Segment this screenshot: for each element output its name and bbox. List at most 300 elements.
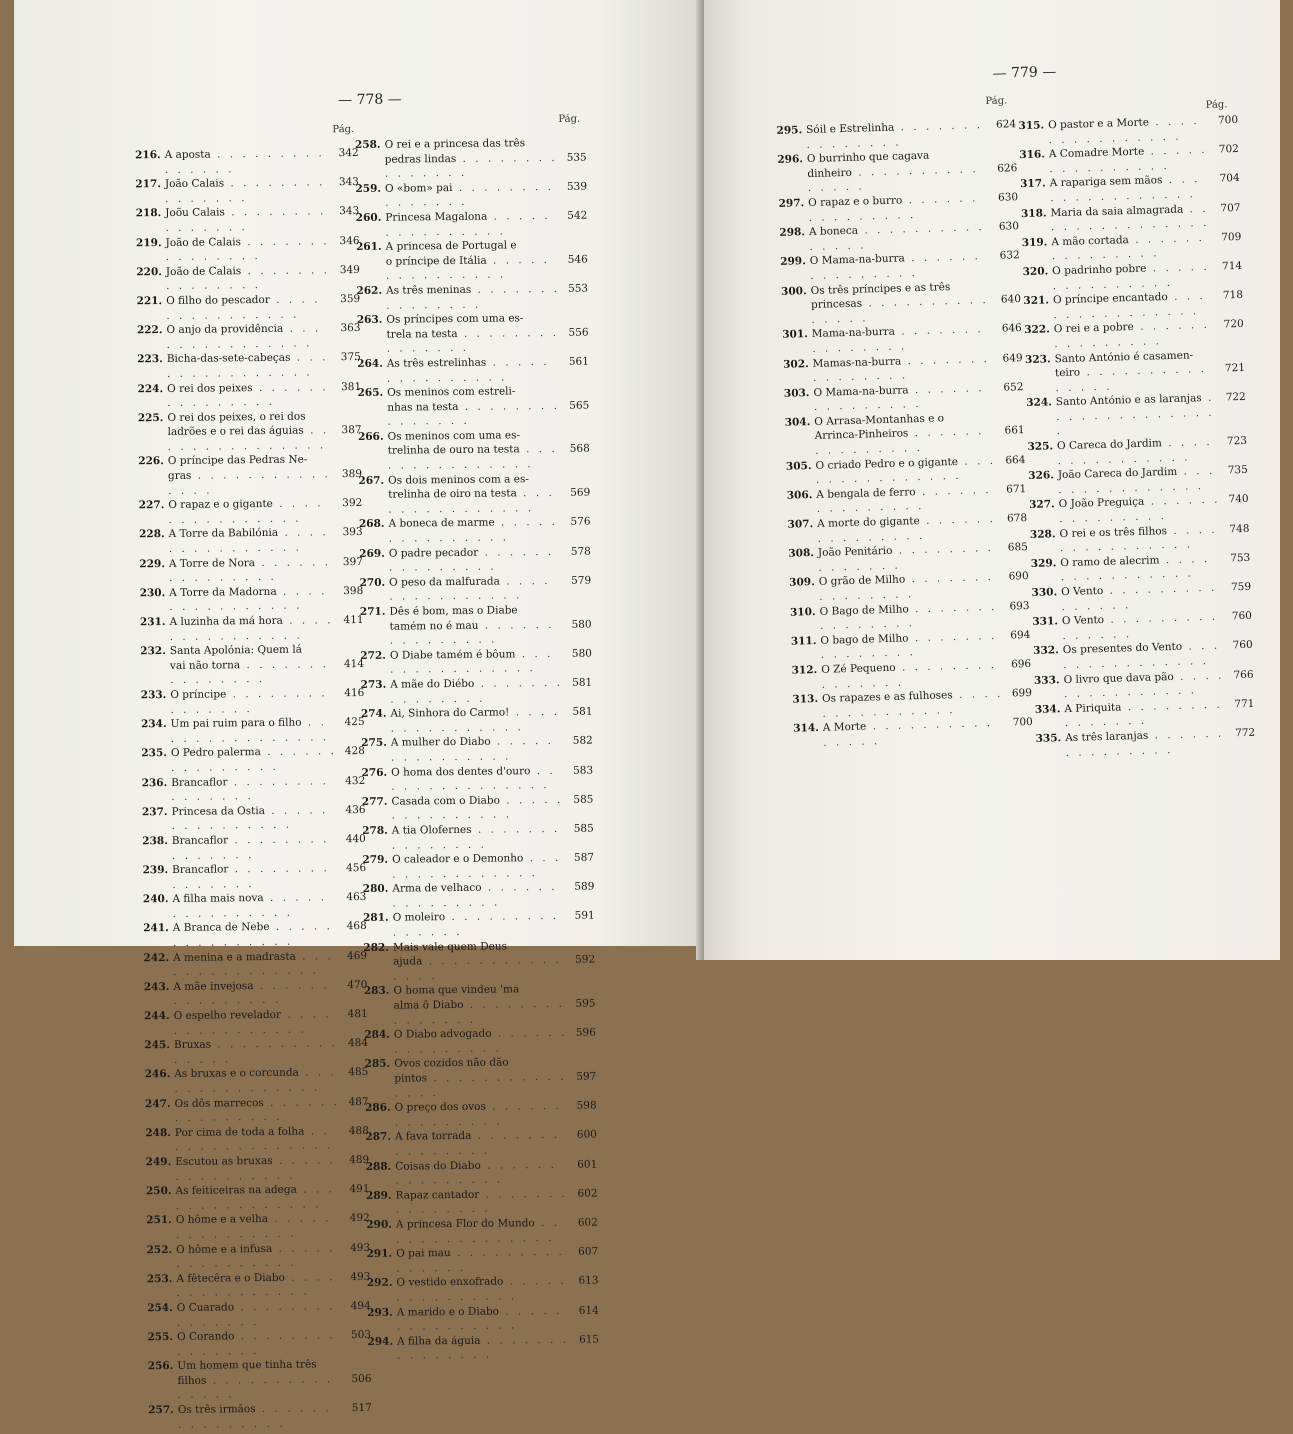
entry-page: 381 — [333, 379, 361, 394]
entry-number: 240. — [142, 892, 172, 907]
entry-page — [996, 409, 1024, 410]
entry-number: 219. — [136, 236, 166, 251]
entry-number: 259. — [355, 181, 385, 196]
entry-title: João de Calais . . . . . . . . . . . . . . . — [166, 234, 332, 265]
entry-title: O hôme e a infusa . . . . . . . . . . . . . . . — [176, 1241, 342, 1272]
entry-title: trelinha de oiro na testa . . . . . . . . . . . . . . . — [388, 486, 562, 517]
entry-title: O moleiro . . . . . . . . . . . . . . . — [393, 909, 567, 940]
entry-title: nhas na testa . . . . . . . . . . . . . . . — [387, 399, 561, 430]
entry-number: 330. — [1031, 585, 1061, 600]
entry-title: O Mama-na-burra . . . . . . . . . . . . . . . — [813, 381, 996, 415]
entry-number: 248. — [145, 1126, 175, 1141]
entry-title: Os meninos com estreli- — [387, 384, 561, 400]
entry-title: A princesa de Portugal e — [386, 238, 560, 254]
entry-number: 290. — [366, 1218, 396, 1233]
entry-page: 624 — [988, 117, 1016, 132]
entry-page: 707 — [1212, 201, 1240, 216]
entry-title: João Careca do Jardim . . . . . . . . . . . . . . . — [1058, 464, 1221, 498]
entry-page: 546 — [560, 252, 588, 267]
entry-title: O grão de Milho . . . . . . . . . . . . . . . — [819, 570, 1002, 604]
entry-page: 553 — [560, 282, 588, 297]
dot-leader: . . . . . . . . . . . . . . . — [175, 1096, 340, 1124]
dot-leader: . . . . . . . . . . . . . . . — [170, 658, 329, 686]
toc-entry — [146, 1270, 370, 1302]
entry-title: teiro . . . . . . . . . . . . . . . — [1055, 362, 1218, 396]
dot-leader: . . . . . . . . . . . . . . . — [392, 794, 564, 822]
dot-leader: . . . . . . . . . . . . . . . — [168, 498, 323, 526]
entry-number: 255. — [147, 1330, 177, 1345]
entry-page: 661 — [996, 424, 1024, 439]
toc-entry — [137, 423, 361, 455]
entry-number: 268. — [358, 517, 388, 532]
entry-title: alma ô Diabo . . . . . . . . . . . . . . . — [394, 997, 568, 1028]
entry-title: filhos . . . . . . . . . . . . . . . — [177, 1372, 343, 1403]
entry-page: 503 — [343, 1328, 371, 1343]
entry-page: 597 — [568, 1070, 596, 1085]
entry-title: O hôme e a velha . . . . . . . . . . . . . . . — [176, 1212, 342, 1243]
entry-page: 581 — [564, 705, 592, 720]
entry-number: 237. — [141, 805, 171, 820]
entry-page: 436 — [337, 803, 365, 818]
entry-number: 328. — [1029, 527, 1059, 542]
entry-number: 250. — [145, 1184, 175, 1199]
entry-title: O rei e os três filhos . . . . . . . . . . . . . . . — [1059, 522, 1222, 556]
entry-number: 296. — [777, 152, 807, 167]
entry-number: 265. — [357, 386, 387, 401]
entry-page: 601 — [569, 1157, 597, 1172]
entry-page: 485 — [340, 1065, 368, 1080]
dot-leader: . . . . . . . . . . . . . . . — [174, 1037, 338, 1065]
entry-page: 587 — [566, 851, 594, 866]
toc-entry — [366, 1245, 598, 1277]
entry-title: O Arrasa-Montanhas e o — [814, 410, 996, 430]
toc-entry — [356, 252, 588, 284]
dot-leader: . . . . . . . . . . . . . . . — [395, 1129, 560, 1157]
dot-leader: . . . . . . . . . . . . . . . — [391, 735, 554, 763]
entry-number: 238. — [142, 834, 172, 849]
entry-number: 323. — [1024, 352, 1054, 367]
toc-entry — [359, 544, 591, 576]
entry-page: 506 — [343, 1372, 371, 1387]
toc-entry — [141, 744, 365, 776]
entry-title: As bruxas e o corcunda . . . . . . . . . . . . . . . — [174, 1066, 340, 1097]
entry-title: O «bom» pai . . . . . . . . . . . . . . . — [385, 180, 559, 211]
entry-title: Arrinca-Pinheiros . . . . . . . . . . . . . . . — [815, 424, 998, 458]
entry-number: 263. — [356, 313, 386, 328]
toc-entry — [361, 792, 593, 824]
entry-title: pintos . . . . . . . . . . . . . . . — [394, 1070, 568, 1101]
toc-entry — [139, 555, 363, 587]
dot-leader: . . . . . . . . . . . . . . . — [390, 677, 563, 705]
toc-entry — [143, 919, 367, 951]
dot-leader: . . . . . . . . . . . . . . . — [393, 910, 560, 938]
entry-number: 294. — [367, 1334, 397, 1349]
entry-number: 262. — [356, 284, 386, 299]
dot-leader: . . . . . . . . . . . . . . . — [165, 206, 326, 234]
toc-entry — [136, 292, 360, 324]
dot-leader: . . . . . . . . . . . . . . . — [174, 1067, 337, 1095]
toc-entry — [356, 325, 588, 357]
entry-page: 613 — [570, 1274, 598, 1289]
entry-title: o príncipe de Itália . . . . . . . . . . . . . . . — [386, 253, 560, 284]
entry-number: 279. — [362, 853, 392, 868]
toc-entry — [145, 1095, 369, 1127]
entry-title: O rei dos peixes . . . . . . . . . . . . . . . — [167, 380, 333, 411]
entry-number: 252. — [146, 1242, 176, 1257]
dot-leader: . . . . . . . . . . . . . . . — [169, 556, 331, 584]
entry-number: 307. — [787, 517, 817, 532]
entry-title: Casada com o Diabo . . . . . . . . . . . . . . . — [391, 793, 565, 824]
entry-number: 320. — [1022, 264, 1052, 279]
entry-title: Princesa Magalona . . . . . . . . . . . . . . . — [385, 209, 559, 240]
col-header-right-2: Pág. — [1205, 99, 1227, 111]
dot-leader: . . . . . . . . . . . . . . . — [397, 1334, 569, 1362]
entry-page: 646 — [994, 321, 1022, 336]
entry-page: 468 — [339, 919, 367, 934]
entry-title: Os dois meninos com a es- — [388, 472, 562, 488]
entry-title: O príncipe das Pedras Ne- — [168, 453, 334, 469]
entry-number: 314. — [793, 721, 823, 736]
toc-entry — [142, 861, 366, 893]
entry-page: 722 — [1218, 390, 1246, 405]
entry-title: Brancaflor . . . . . . . . . . . . . . . — [171, 774, 337, 805]
entry-number: 227. — [138, 498, 168, 513]
entry-page: 493 — [342, 1270, 370, 1285]
entry-number: 333. — [1033, 673, 1063, 688]
entry-title: As três meninas . . . . . . . . . . . . . . . — [386, 282, 560, 313]
entry-number: 306. — [786, 488, 816, 503]
toc-entry — [142, 890, 366, 922]
entry-page: 387 — [333, 423, 361, 438]
toc-column-left-1 — [135, 146, 372, 1433]
left-page — [14, 0, 702, 946]
toc-entry — [135, 204, 359, 236]
dot-leader: . . . . . . . . . . . . . . . — [1053, 290, 1206, 321]
entry-number: 275. — [361, 736, 391, 751]
toc-entry — [360, 705, 592, 737]
toc-entry — [355, 209, 587, 241]
entry-title: O caleador e o Demonho . . . . . . . . . . . . . . . — [392, 851, 566, 882]
toc-column-right-1 — [776, 117, 1033, 751]
toc-entry — [138, 467, 362, 499]
entry-page — [989, 146, 1017, 147]
entry-title: A Morte . . . . . . . . . . . . . . . — [823, 716, 1006, 750]
dot-leader: . . . . . . . . . . . . . . . — [171, 716, 330, 744]
entry-page: 602 — [569, 1186, 597, 1201]
toc-entry — [1026, 390, 1247, 440]
entry-title: Brancaflor . . . . . . . . . . . . . . . — [172, 832, 338, 863]
dot-leader: . . . . . . . . . . . . . . . — [392, 823, 561, 851]
entry-page: 565 — [561, 398, 589, 413]
entry-page: 753 — [1222, 551, 1250, 566]
toc-entry — [357, 398, 589, 430]
toc-entry — [355, 150, 587, 182]
entry-number: 246. — [144, 1067, 174, 1082]
entry-page: 598 — [569, 1099, 597, 1114]
entry-number: 312. — [791, 663, 821, 678]
entry-page: 735 — [1220, 463, 1248, 478]
entry-number: 287. — [365, 1130, 395, 1145]
dot-leader: . . . . . . . . . . . . . . . — [167, 352, 329, 380]
entry-title: O homa dos dentes d'ouro . . . . . . . . . . . . . . . — [391, 763, 565, 794]
entry-title: As feiticeiras na adega . . . . . . . . . . . . . . . — [175, 1182, 341, 1213]
toc-entry — [360, 676, 592, 708]
entry-page: 492 — [342, 1211, 370, 1226]
entry-title: João de Calais . . . . . . . . . . . . . . . — [166, 263, 332, 294]
dot-leader: . . . . . . . . . . . . . . . — [389, 516, 558, 544]
entry-page: 600 — [569, 1128, 597, 1143]
toc-entry — [360, 646, 592, 678]
entry-title: O rei dos peixes, o rei dos — [167, 409, 333, 425]
entry-page: 671 — [998, 482, 1026, 497]
toc-entry — [145, 1182, 369, 1214]
entry-page: 740 — [1220, 492, 1248, 507]
dot-leader: . . . . . . . . . . . . . . . — [169, 585, 327, 613]
dot-leader: . . . . . . . . . . . . . . . — [166, 235, 330, 263]
dot-leader: . . . . . . . . . . . . . . . — [387, 327, 559, 355]
dot-leader: . . . . . . . . . . . . . . . — [1061, 553, 1211, 584]
dot-leader: . . . . . . . . . . . . . . . — [176, 1213, 332, 1241]
entry-title: ajuda . . . . . . . . . . . . . . . — [393, 953, 567, 984]
entry-number: 286. — [365, 1101, 395, 1116]
entry-page: 363 — [332, 321, 360, 336]
entry-number: 283. — [363, 984, 393, 999]
entry-title: A fêtecêra e o Diabo . . . . . . . . . . . . . . . — [176, 1270, 342, 1301]
entry-title: A filha mais nova . . . . . . . . . . . . . . . — [172, 891, 338, 922]
dot-leader: . . . . . . . . . . . . . . . — [815, 426, 985, 457]
entry-page: 493 — [342, 1240, 370, 1255]
entry-number: 293. — [367, 1305, 397, 1320]
entry-number: 281. — [363, 911, 393, 926]
entry-number: 284. — [364, 1028, 394, 1043]
toc-entry — [362, 880, 594, 912]
entry-page: 614 — [571, 1303, 599, 1318]
entry-number: 319. — [1021, 235, 1051, 250]
entry-page: 580 — [564, 617, 592, 632]
entry-number: 247. — [145, 1097, 175, 1112]
entry-title: Mama-na-burra . . . . . . . . . . . . . . . — [812, 322, 995, 356]
toc-entry — [136, 234, 360, 266]
entry-title: O peso da malfurada . . . . . . . . . . . . . . . — [389, 574, 563, 605]
dot-leader: . . . . . . . . . . . . . . . — [176, 1242, 335, 1270]
entry-number: 310. — [789, 604, 819, 619]
toc-entry — [136, 321, 360, 353]
entry-number: 318. — [1020, 206, 1050, 221]
entry-title: Maria da saia almagrada . . . . . . . . . . . . . . . — [1050, 201, 1213, 235]
entry-title: Dês é bom, mas o Diabe — [389, 603, 563, 619]
entry-title: Santo António e as laranjas . . . . . . . . . . . . . . . — [1056, 391, 1219, 439]
entry-page: 596 — [568, 1026, 596, 1041]
dot-leader: . . . . . . . . . . . . . . . — [173, 921, 333, 949]
toc-entry — [146, 1211, 370, 1243]
entry-number: 326. — [1028, 468, 1058, 483]
dot-leader: . . . . . . . . . . . . . . . — [165, 147, 325, 175]
entry-page: 760 — [1224, 609, 1252, 624]
entry-number: 269. — [359, 546, 389, 561]
toc-entry — [135, 146, 359, 178]
entry-title: O Vento . . . . . . . . . . . . . . . — [1062, 610, 1225, 644]
entry-page: 432 — [337, 773, 365, 788]
entry-title: Brancaflor . . . . . . . . . . . . . . . — [172, 861, 338, 892]
dot-leader: . . . . . . . . . . . . . . . — [1048, 115, 1199, 146]
entry-page: 664 — [997, 453, 1025, 468]
entry-page: 772 — [1227, 726, 1255, 741]
entry-page: 539 — [559, 179, 587, 194]
entry-number: 309. — [789, 575, 819, 590]
entry-title: O rapaz e o gigante . . . . . . . . . . . . . . . — [168, 497, 334, 528]
dot-leader: . . . . . . . . . . . . . . . — [818, 542, 994, 573]
entry-number: 234. — [141, 717, 171, 732]
entry-page: 630 — [990, 190, 1018, 205]
dot-leader: . . . . . . . . . . . . . . . — [1059, 494, 1221, 525]
entry-number: 235. — [141, 746, 171, 761]
entry-title: A rapariga sem mãos . . . . . . . . . . . . . . . — [1050, 172, 1213, 206]
entry-number: 228. — [139, 527, 169, 542]
toc-entry — [144, 1036, 368, 1068]
entry-title: vai não torna . . . . . . . . . . . . . . . — [170, 657, 336, 688]
entry-number: 266. — [358, 430, 388, 445]
entry-number: 276. — [361, 765, 391, 780]
toc-entry — [146, 1240, 370, 1272]
toc-entry — [364, 997, 596, 1029]
entry-title: O homa que vindeu 'ma — [393, 982, 567, 998]
entry-page: 632 — [992, 248, 1020, 263]
toc-entry — [141, 715, 365, 747]
entry-page: 487 — [341, 1095, 369, 1110]
toc-entry — [365, 1099, 597, 1131]
entry-page: 649 — [994, 351, 1022, 366]
entry-number: 322. — [1024, 323, 1054, 338]
toc-entry — [360, 617, 592, 649]
entry-number: 282. — [363, 940, 393, 955]
dot-leader: . . . . . . . . . . . . . . . — [173, 979, 329, 1007]
dot-leader: . . . . . . . . . . . . . . . — [389, 575, 550, 603]
toc-entry — [359, 573, 591, 605]
entry-page: 576 — [562, 515, 590, 530]
entry-number: 277. — [361, 794, 391, 809]
dot-leader: . . . . . . . . . . . . . . . — [175, 1154, 336, 1182]
entry-title: João Penitário . . . . . . . . . . . . . . . — [818, 541, 1001, 575]
entry-number: 324. — [1026, 395, 1056, 410]
entry-title: O espelho revelador . . . . . . . . . . . . . . . — [174, 1007, 340, 1038]
entry-number: 321. — [1023, 293, 1053, 308]
entry-title: O Diabo advogado . . . . . . . . . . . . . . . — [394, 1026, 568, 1057]
entry-number: 299. — [780, 254, 810, 269]
entry-title: O rapaz e o burro . . . . . . . . . . . . . . . — [808, 191, 991, 225]
entry-title: A menina e a madrasta . . . . . . . . . . . . . . . — [173, 949, 339, 980]
entry-number: 301. — [782, 327, 812, 342]
dot-leader: . . . . . . . . . . . . . . . — [1065, 698, 1223, 729]
entry-title: Escutou as bruxas . . . . . . . . . . . . . . . — [175, 1153, 341, 1184]
toc-entry — [366, 1215, 598, 1247]
dot-leader: . . . . . . . . . . . . . . . — [388, 487, 555, 515]
entry-page: 694 — [1002, 628, 1030, 643]
entry-title: O príncipe . . . . . . . . . . . . . . . — [170, 686, 336, 717]
dot-leader: . . . . . . . . . . . . . . . — [172, 804, 329, 832]
dot-leader: . . . . . . . . . . . . . . . — [1052, 232, 1205, 263]
dot-leader: . . . . . . . . . . . . . . . — [814, 382, 985, 413]
dot-leader: . . . . . . . . . . . . . . . — [173, 950, 334, 978]
toc-entry — [145, 1153, 369, 1185]
entry-page: 542 — [559, 209, 587, 224]
entry-title: gras . . . . . . . . . . . . . . . — [168, 467, 334, 498]
entry-page: 535 — [559, 150, 587, 165]
entry-number: 221. — [136, 294, 166, 309]
entry-number: 243. — [143, 980, 173, 995]
entry-page: 748 — [1221, 521, 1249, 536]
entry-number: 297. — [778, 196, 808, 211]
entry-title: Um homem que tinha três — [177, 1357, 343, 1373]
entry-title: Coisas do Diabo . . . . . . . . . . . . . . . — [395, 1157, 569, 1188]
toc-entry — [147, 1372, 371, 1404]
dot-leader: . . . . . . . . . . . . . . . — [816, 455, 996, 487]
toc-entry — [356, 282, 588, 314]
entry-number: 264. — [357, 357, 387, 372]
entry-page: 652 — [995, 380, 1023, 395]
entry-number: 329. — [1030, 556, 1060, 571]
entry-title: Os príncipes com uma es- — [386, 311, 560, 327]
dot-leader: . . . . . . . . . . . . . . . — [390, 648, 554, 676]
entry-page: 589 — [566, 880, 594, 895]
dot-leader: . . . . . . . . . . . . . . . — [813, 353, 990, 385]
entry-title: ladrões e o rei das águias . . . . . . . . . . . . . . . — [167, 424, 333, 455]
entry-title: A Torre de Nora . . . . . . . . . . . . . . . — [169, 555, 335, 586]
toc-entry — [139, 613, 363, 645]
dot-leader: . . . . . . . . . . . . . . . — [393, 954, 562, 982]
dot-leader: . . . . . . . . . . . . . . . — [394, 998, 565, 1026]
entry-title: Os meninos com uma es- — [388, 428, 562, 444]
entry-title: A marido e o Diabo . . . . . . . . . . . . . . . — [397, 1303, 571, 1334]
entry-number: 257. — [148, 1403, 178, 1418]
entry-number: 280. — [362, 882, 392, 897]
entry-title: A Comadre Morte . . . . . . . . . . . . . . . — [1049, 143, 1212, 177]
dot-leader: . . . . . . . . . . . . . . . — [394, 1027, 568, 1055]
page-number-left: — 778 — — [338, 92, 402, 109]
toc-entry — [362, 851, 594, 883]
dot-leader: . . . . . . . . . . . . . . . — [391, 706, 560, 734]
dot-leader: . . . . . . . . . . . . . . . — [812, 323, 984, 354]
entry-number: 258. — [354, 138, 384, 153]
toc-entry — [142, 832, 366, 864]
entry-number: 285. — [364, 1057, 394, 1072]
dot-leader: . . . . . . . . . . . . . . . — [1052, 261, 1209, 292]
dot-leader: . . . . . . . . . . . . . . . — [808, 163, 979, 194]
entry-number: 292. — [366, 1276, 396, 1291]
entry-page: 393 — [335, 525, 363, 540]
dot-leader: . . . . . . . . . . . . . . . — [395, 1159, 557, 1187]
dot-leader: . . . . . . . . . . . . . . . — [387, 356, 550, 384]
dot-leader: . . . . . . . . . . . . . . . — [174, 1008, 332, 1036]
dot-leader: . . . . . . . . . . . . . . . — [173, 892, 328, 920]
entry-page: 561 — [561, 354, 589, 369]
entry-page: 685 — [1000, 540, 1028, 555]
dot-leader: . . . . . . . . . . . . . . . — [1058, 465, 1215, 496]
entry-title: A Torre da Madorna . . . . . . . . . . . . . . . — [169, 584, 335, 615]
entry-number: 216. — [135, 148, 165, 163]
entry-number: 249. — [145, 1155, 175, 1170]
entry-number: 241. — [143, 921, 173, 936]
dot-leader: . . . . . . . . . . . . . . . — [396, 1217, 560, 1245]
entry-title: Os três irmãos . . . . . . . . . . . . . . . — [178, 1401, 344, 1432]
entry-number: 305. — [785, 459, 815, 474]
entry-page: 581 — [564, 676, 592, 691]
entry-title: O preço dos ovos . . . . . . . . . . . . . . . — [395, 1099, 569, 1130]
entry-page: 346 — [331, 234, 359, 249]
dot-leader: . . . . . . . . . . . . . . . — [168, 468, 331, 496]
entry-number: 278. — [362, 824, 392, 839]
entry-number: 272. — [360, 648, 390, 663]
dot-leader: . . . . . . . . . . . . . . . — [396, 1188, 568, 1216]
